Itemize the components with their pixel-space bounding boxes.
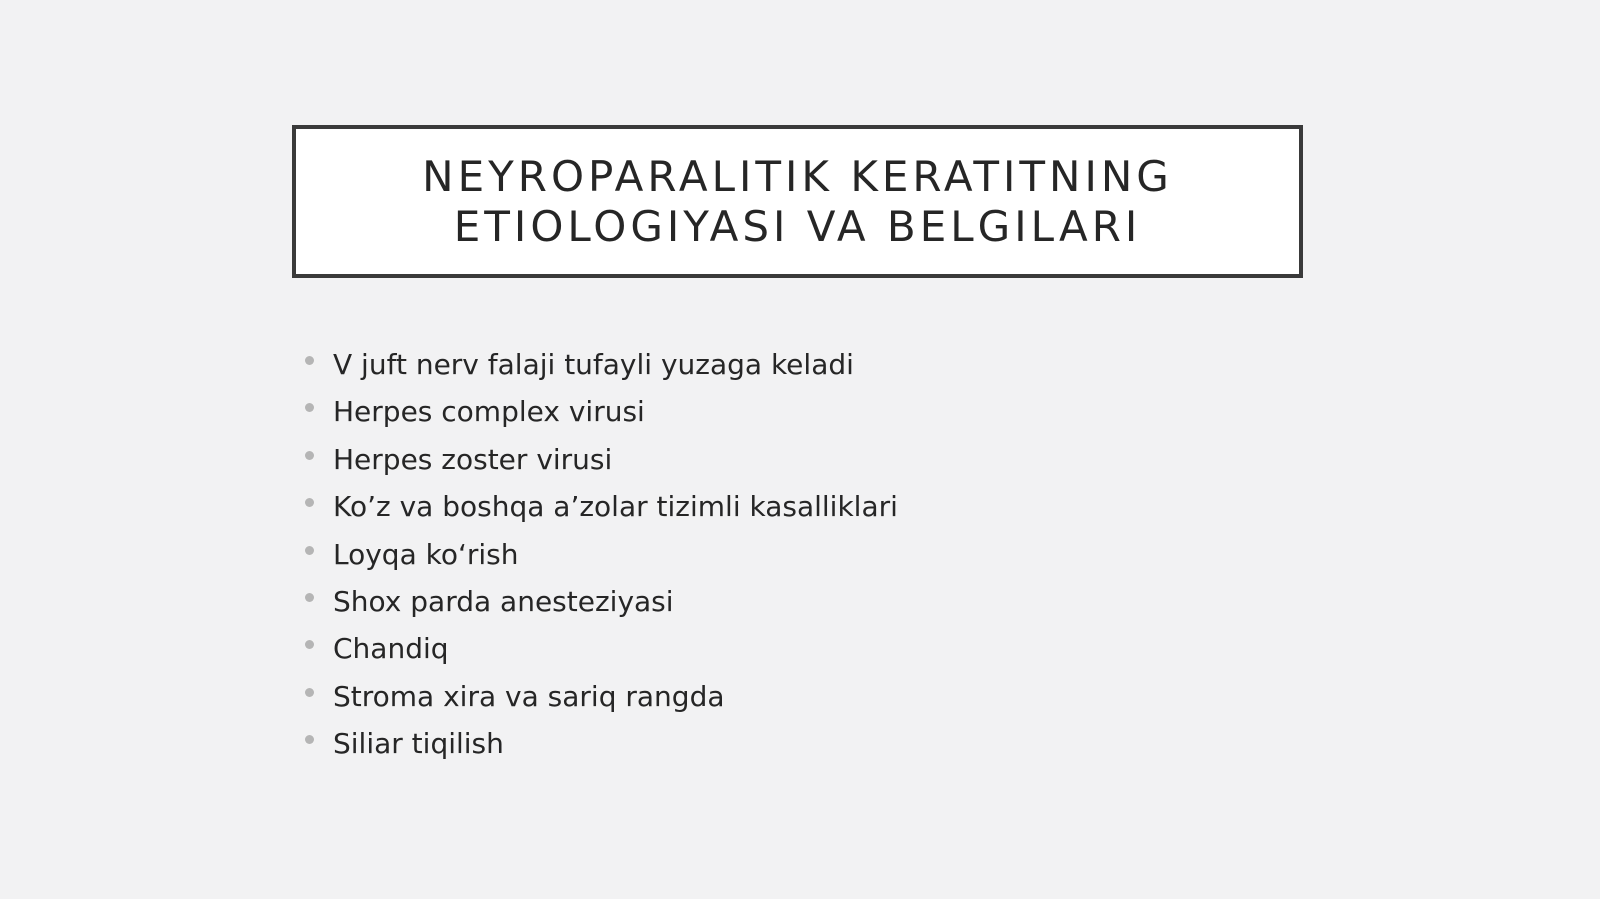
bullet-dot-icon [305, 593, 314, 602]
bullet-text: Siliar tiqilish [333, 727, 504, 761]
bullet-item [300, 442, 898, 489]
bullet-item [300, 631, 898, 678]
bullet-text: Stroma xira va sariq rangda [333, 679, 725, 713]
bullet-dot-icon [305, 356, 314, 365]
bullet-text: Ko’z va boshqa a’zolar tizimli kasalliklari [333, 490, 898, 524]
bullet-item [300, 394, 898, 441]
title-line-2: ETIOLOGIYASI VA BELGILARI [453, 201, 1142, 251]
bullet-text: Herpes complex virusi [333, 395, 645, 429]
bullet-item [300, 347, 898, 394]
bullet-text: V juft nerv falaji tufayli yuzaga keladi [333, 348, 854, 381]
bullet-dot-icon [305, 688, 314, 697]
title-line-1: NEYROPARALITIK KERATITNING [422, 151, 1173, 201]
bullet-text: Loyqa ko‘rish [333, 537, 519, 571]
bullet-text: Chandiq [333, 632, 449, 666]
bullet-item [300, 584, 898, 631]
bullet-dot-icon [305, 735, 314, 744]
bullet-text: Herpes zoster virusi [333, 442, 613, 476]
bullet-dot-icon [305, 546, 314, 555]
bullet-dot-icon [305, 451, 314, 460]
bullet-list [300, 347, 898, 774]
bullet-item [300, 537, 898, 584]
bullet-dot-icon [305, 498, 314, 507]
bullet-text: Shox parda anesteziyasi [333, 584, 674, 618]
bullet-dot-icon [305, 640, 314, 649]
bullet-item [300, 679, 898, 726]
bullet-item [300, 726, 898, 773]
bullet-item [300, 489, 898, 536]
bullet-dot-icon [305, 403, 314, 412]
title-box [292, 125, 1303, 278]
